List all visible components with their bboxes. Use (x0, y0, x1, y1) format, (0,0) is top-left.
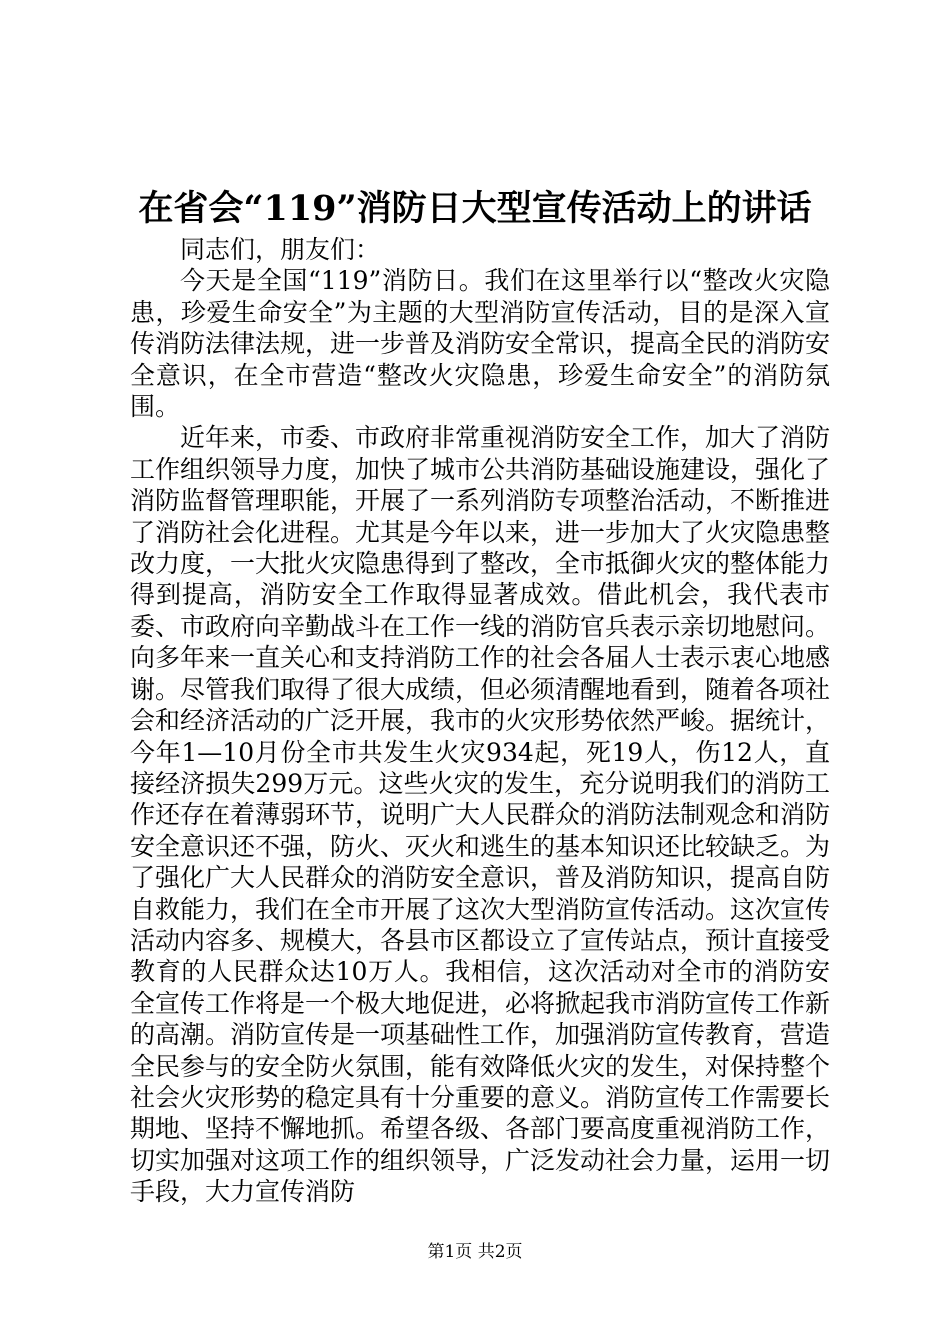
paragraph-1: 今天是全国“119”消防日。我们在这里举行以“整改火灾隐患，珍爱生命安全”为主题的大型消防宣传活动，目的是深入宣传消防法律法规，进一步普及消防安全常识，提高全民的消防安全意识，在全市营造“整改火灾隐患，珍爱生命安全”的消防氛围。 (130, 266, 831, 422)
salutation: 同志们，朋友们： (180, 235, 381, 264)
page-number-footer: 第1页 共2页 (427, 1242, 523, 1262)
document-body (130, 234, 830, 1208)
paragraph-2: 近年来，市委、市政府非常重视消防安全工作，加大了消防工作组织领导力度，加快了城市公共消防基础设施建设，强化了消防监督管理职能，开展了一系列消防专项整治活动，不断推进了消防社会化进程。尤其是今年以来，进一步加大了火灾隐患整改力度，一大批火灾隐患得到了整改，全市抵御火灾的整体能力得到提高，消防安全工作取得显著成效。借此机会，我代表市委、市政府向辛勤战斗在工作一线的消防官兵表示亲切地慰问。向多年来一直关心和支持消防工作的社会各届人士表示衷心地感谢。尽管我们取得了很大成绩，但必须清醒地看到，随着各项社会和经济活动的广泛开展，我市的火灾形势依然严峻。据统计，今年1—10月份全市共发生火灾934起，死19人，伤12人，直接经济损失299万元。这些火灾的发生，充分说明我们的消防工作还存在着薄弱环节，说明广大人民群众的消防法制观念和消防安全意识还不强，防火、灭火和逃生的基本知识还比较缺乏。为了强化广大人民群众的消防安全意识，普及消防知识，提高自防自救能力，我们在全市开展了这次大型消防宣传活动。这次宣传活动内容多、规模大，各县市区都设立了宣传站点，预计直接受教育的人民群众达10万人。我相信，这次活动对全市的消防安全宣传工作将是一个极大地促进，必将掀起我市消防宣传工作新的高潮。消防宣传是一项基础性工作，加强消防宣传教育，营造全民参与的安全防火氛围，能有效降低火灾的发生，对保持整个社会火灾形势的稳定具有十分重要的意义。消防宣传工作需要长期地、坚持不懈地抓。希望各级、各部门要高度重视消防工作，切实加强对这项工作的组织领导，广泛发动社会力量，运用一切手段，大力宣传消防 (130, 423, 831, 1207)
document-title: 在省会“119”消防日大型宣传活动上的讲话 (138, 188, 812, 229)
